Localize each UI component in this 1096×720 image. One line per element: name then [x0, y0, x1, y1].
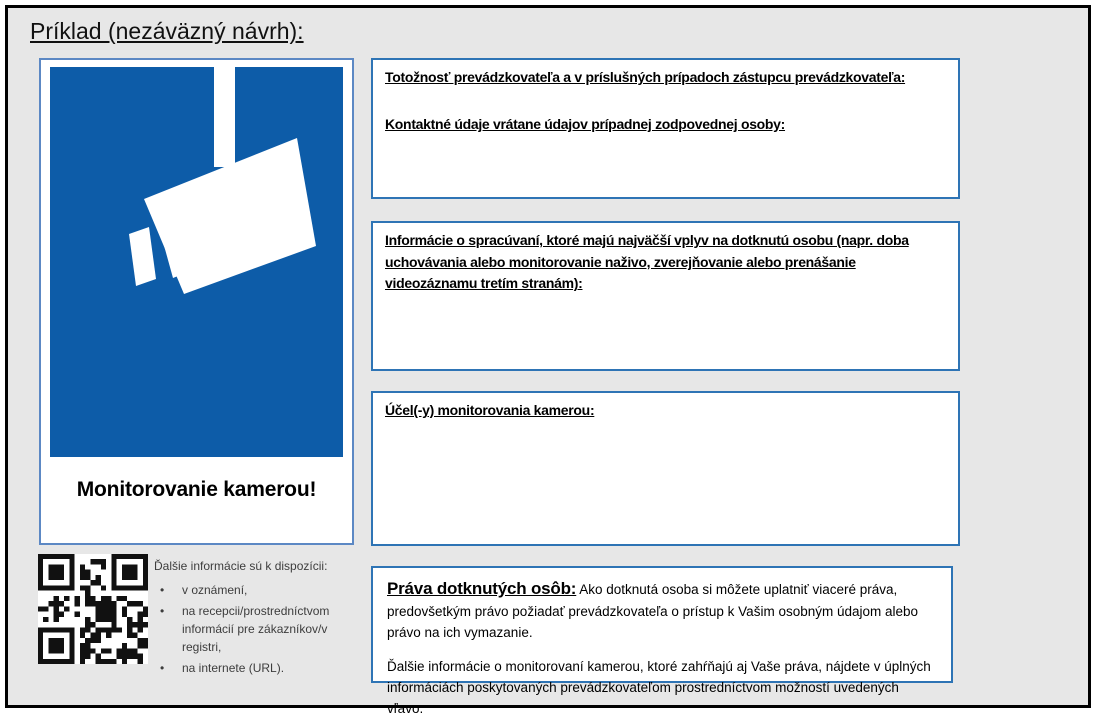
camera-sign-card — [39, 58, 354, 545]
page-title: Príklad (nezáväzný návrh): — [30, 18, 304, 44]
document-page — [5, 5, 1091, 717]
list-item — [160, 581, 359, 599]
bullet-icon: • — [160, 604, 165, 618]
qr-info-heading: Ďalšie informácie sú k dispozícii: — [154, 559, 328, 573]
field-label-contact-details: Kontaktné údaje vrátane údajov prípadnej zodpovednej osoby: — [385, 115, 786, 132]
bullet-text: na internete (URL). — [182, 661, 285, 675]
bullet-text: v oznámení, — [182, 583, 248, 597]
rights-body-1: Ako dotknutá osoba si môžete uplatniť viaceré práva, predovšetkým právo požiadať prevádzkovateľa o prístup k Vašim osobným údajom alebo právo na ich vymazanie. — [387, 582, 919, 641]
box-data-subject-rights — [371, 566, 953, 717]
list-item — [160, 602, 359, 656]
bullet-text: na recepcii/prostredníctvom informácií pre zákazníkov/v registri, — [182, 604, 330, 654]
rights-paragraph-2: Ďalšie informácie o monitorovaní kamerou, ktoré zahŕňajú aj Vaše práva, nájdete v úplných informáciách poskytovaných prevádzkovateľom prostredníctvom možností uvedených vľavo. — [387, 659, 931, 717]
field-label-processing-info: Informácie o spracúvaní, ktoré majú najväčší vplyv na dotknutú osobu (napr. doba uchovávania alebo monitorovanie naživo, zverejňovanie alebo prenášanie videozáznamu tretím stranám): — [385, 232, 909, 292]
cctv-camera-icon — [50, 67, 343, 457]
box-processing-info — [371, 221, 960, 371]
field-label-controller-identity: Totožnosť prevádzkovateľa a v príslušných prípadoch zástupcu prevádzkovateľa: — [385, 69, 906, 85]
list-item — [160, 659, 359, 677]
qr-code — [38, 554, 148, 664]
bullet-icon: • — [160, 583, 165, 597]
qr-info-text — [154, 557, 359, 680]
bullet-icon: • — [160, 661, 165, 675]
rights-paragraph-1 — [387, 576, 937, 644]
sign-caption: Monitorovanie kamerou! — [76, 478, 317, 501]
box-monitoring-purpose — [371, 391, 960, 546]
rights-heading: Práva dotknutých osôb: — [387, 579, 577, 598]
field-label-monitoring-purpose: Účel(-y) monitorovania kamerou: — [385, 402, 595, 418]
box-controller-identity — [371, 58, 960, 199]
camera-sign — [50, 67, 343, 457]
